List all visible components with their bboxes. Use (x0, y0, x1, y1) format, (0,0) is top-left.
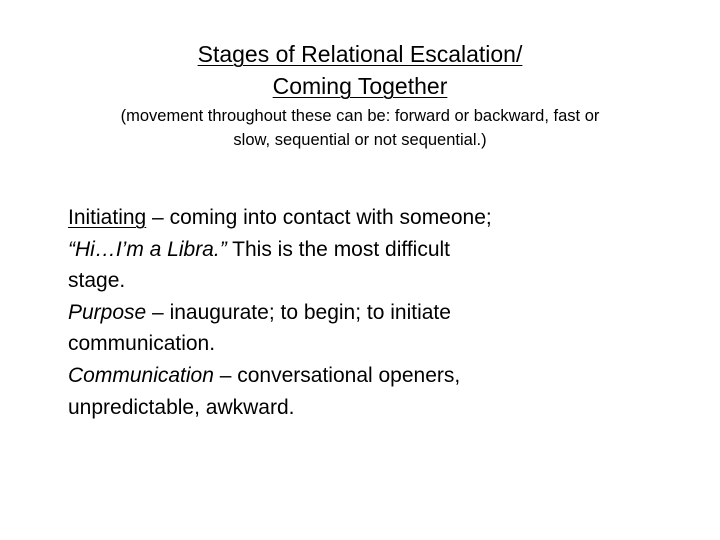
slide-title-line-1: Stages of Relational Escalation/ (197, 41, 523, 67)
slide-subtitle-line-2: slow, sequential or not sequential.) (233, 131, 487, 149)
example-rest: This is the most difficult (226, 237, 451, 261)
communication-label: Communication (68, 363, 214, 387)
example-quote: “Hi…I’m a Libra.” (68, 237, 227, 261)
body-line-7: unpredictable, awkward. (68, 395, 295, 419)
body-line-1 (68, 202, 688, 234)
body-line-2 (68, 234, 688, 266)
purpose-label: Purpose (68, 300, 147, 324)
purpose-text: – inaugurate; to begin; to initiate (146, 300, 451, 324)
body-line-4 (68, 297, 688, 329)
slide-title-line-2: Coming Together (272, 73, 448, 99)
body-line-5: communication. (68, 332, 216, 356)
slide-title (60, 38, 660, 102)
slide-subtitle-line-1: (movement throughout these can be: forward or backward, fast or (120, 107, 600, 125)
body-line-3: stage. (68, 269, 126, 293)
initiating-definition: – coming into contact with someone; (146, 206, 492, 229)
body-line-6 (68, 360, 688, 392)
slide-subtitle (40, 104, 680, 152)
initiating-term: Initiating (68, 206, 147, 229)
slide-body (68, 202, 688, 423)
communication-text: – conversational openers, (213, 363, 461, 387)
